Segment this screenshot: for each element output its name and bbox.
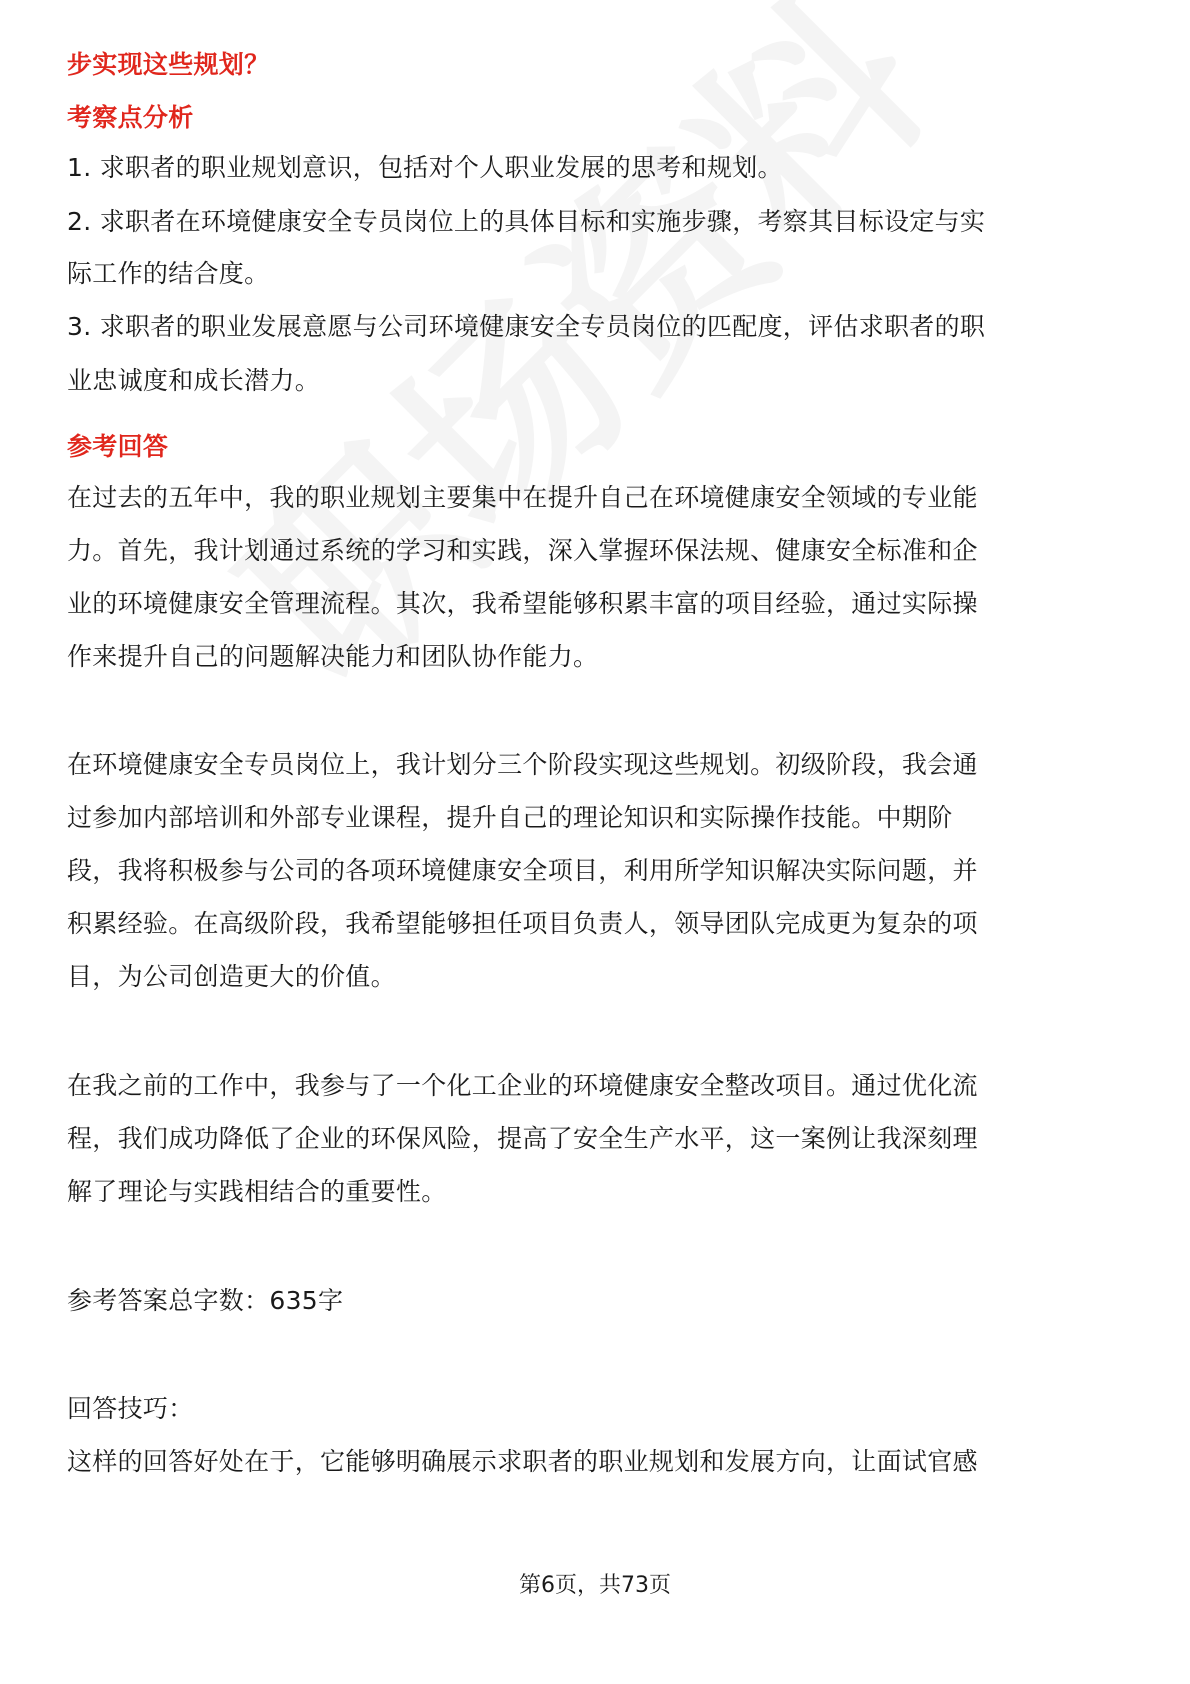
document-page xyxy=(67,0,1123,1684)
analysis-line: 3. 求职者的职业发展意愿与公司环境健康安全专员岗位的匹配度，评估求职者的职 xyxy=(67,312,986,341)
answer-line: 力。首先，我计划通过系统的学习和实践，深入掌握环保法规、健康安全标准和企 xyxy=(67,536,978,565)
question-tail-heading: 步实现这些规划？ xyxy=(67,50,270,79)
analysis-line: 业忠诚度和成长潜力。 xyxy=(67,366,321,395)
answer-line: 在我之前的工作中，我参与了一个化工企业的环境健康安全整改项目。通过优化流 xyxy=(67,1071,978,1100)
tips-line: 这样的回答好处在于，它能够明确展示求职者的职业规划和发展方向，让面试官感 xyxy=(67,1447,978,1476)
analysis-line: 际工作的结合度。 xyxy=(67,259,270,288)
answer-line: 段，我将积极参与公司的各项环境健康安全项目，利用所学知识解决实际问题，并 xyxy=(67,856,978,885)
answer-line: 程，我们成功降低了企业的环保风险，提高了安全生产水平，这一案例让我深刻理 xyxy=(67,1124,978,1153)
answer-line: 在环境健康安全专员岗位上，我计划分三个阶段实现这些规划。初级阶段，我会通 xyxy=(67,750,978,779)
answer-line: 过参加内部培训和外部专业课程，提升自己的理论知识和实际操作技能。中期阶 xyxy=(67,803,953,832)
page-indicator: 第6页，共73页 xyxy=(519,1573,671,1598)
answer-line: 在过去的五年中，我的职业规划主要集中在提升自己在环境健康安全领域的专业能 xyxy=(67,483,978,512)
reference-heading: 参考回答 xyxy=(67,432,169,461)
answer-line: 作来提升自己的问题解决能力和团队协作能力。 xyxy=(67,642,599,671)
answer-line: 业的环境健康安全管理流程。其次，我希望能够积累丰富的项目经验，通过实际操 xyxy=(67,589,978,618)
word-count: 参考答案总字数：635字 xyxy=(67,1286,344,1315)
tips-label: 回答技巧： xyxy=(67,1394,194,1423)
answer-line: 解了理论与实践相结合的重要性。 xyxy=(67,1177,447,1206)
analysis-line: 2. 求职者在环境健康安全专员岗位上的具体目标和实施步骤，考察其目标设定与实 xyxy=(67,207,986,236)
answer-line: 积累经验。在高级阶段，我希望能够担任项目负责人，领导团队完成更为复杂的项 xyxy=(67,909,978,938)
analysis-line: 1. 求职者的职业规划意识，包括对个人职业发展的思考和规划。 xyxy=(67,153,783,182)
answer-line: 目，为公司创造更大的价值。 xyxy=(67,962,396,991)
analysis-heading: 考察点分析 xyxy=(67,103,194,132)
